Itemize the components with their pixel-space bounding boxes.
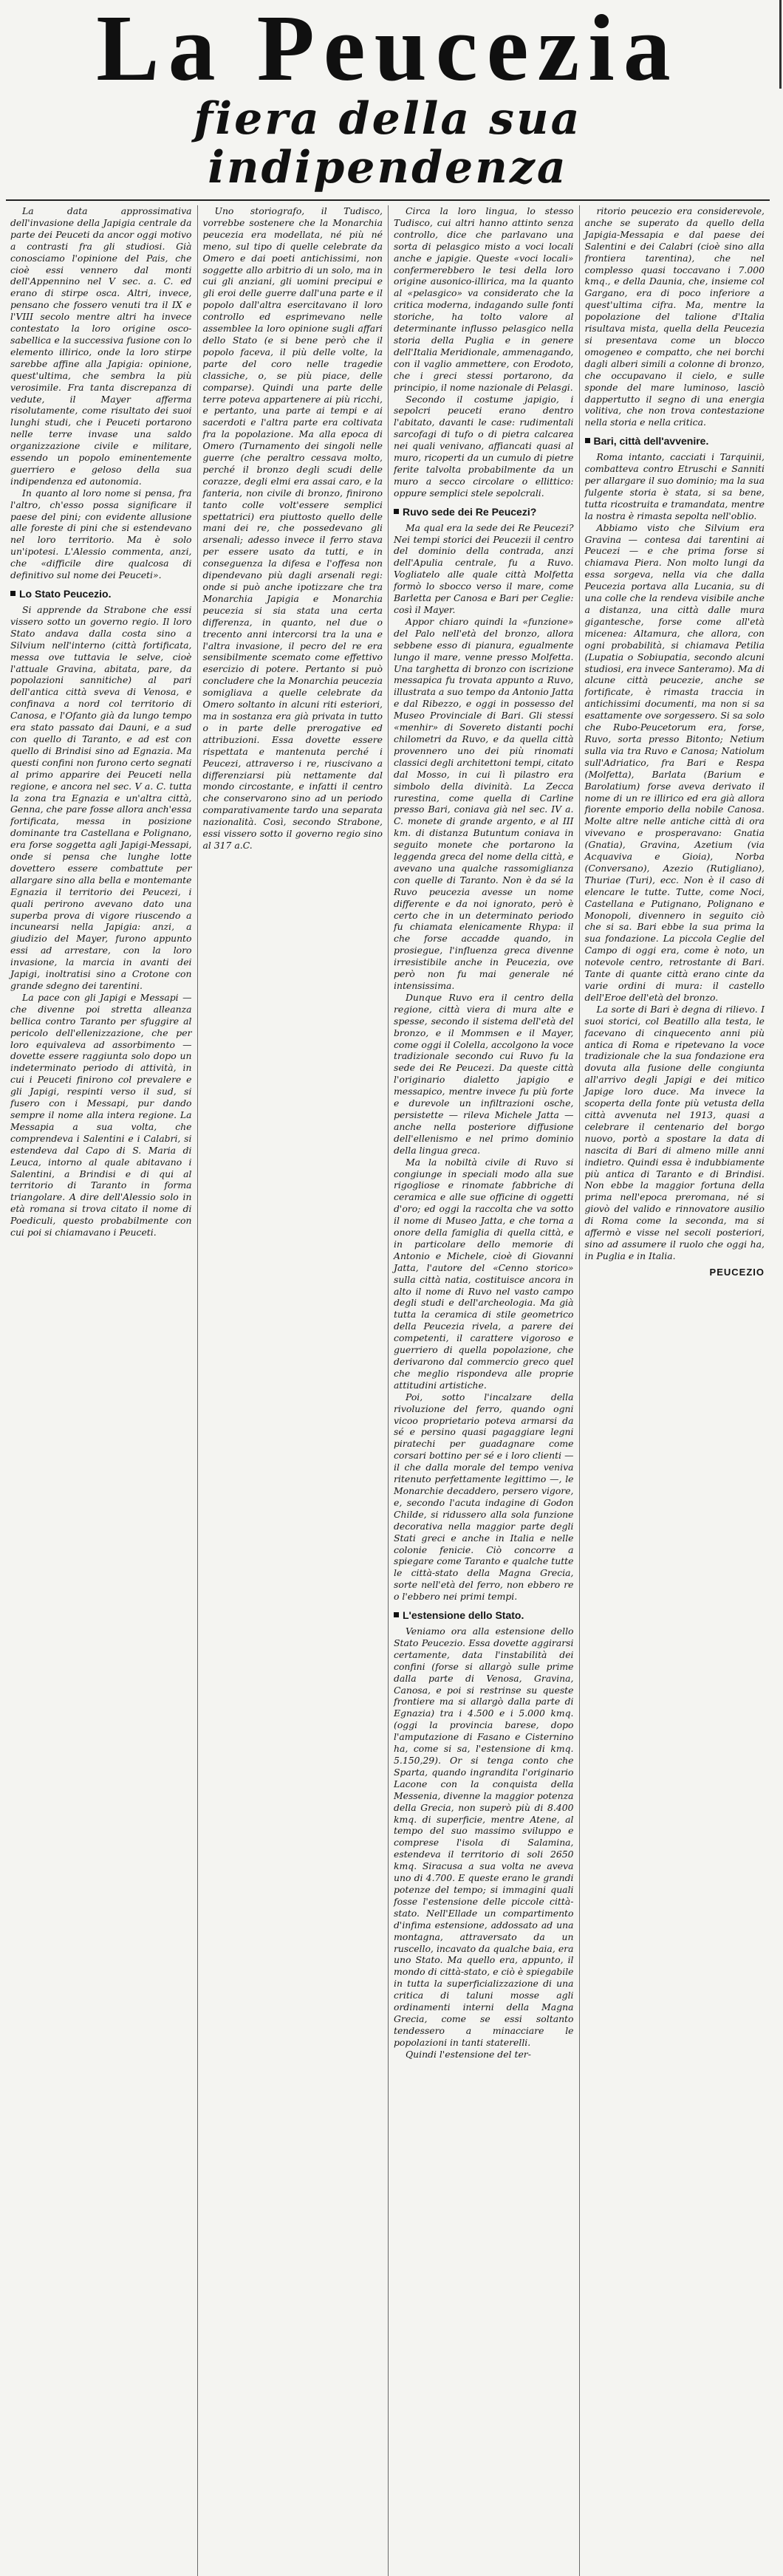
paragraph: Ma la nobiltà civile di Ruvo si congiunge in speciali modo alla sue rigogliose e rinomate fabbriche di ceramica e alle sue officine di oggetti d'oro; ed oggi la raccolta che va sotto il nome di Museo Jatta, e che torna a onore della famiglia di quella città, e in particolare dello memorie di Antonio e Michele, cioè di Giovanni Jatta, l'autore del «Cenno storico» sulla città natia, costituisce ancora in alto il nome di Ruvo nel vasto campo degli studi e dell'archeologia. Ma già tutta la ceramica di stile geometrico della Peucezia rivela, a parere dei competenti, il carattere vigoroso e guerriero di quella popolazione, che derivarono dal commercio greco quel che meglio rispondeva alle proprie attitudini artistiche.: [394, 1156, 574, 1391]
paragraph: Abbiamo visto che Silvium era Gravina — contesa dai tarentini ai Peucezi — e che prima forse si chiamava Piera. Non molto lungi da essa sorgeva, nella via che dalla Peucezia portava alla Lucania, su di una colle che la rendeva visibile anche a distanza, una città dalle mura gigantesche, forse come all'età micenea: Altamura, che allora, con ogni probabilità, si chiamava Petilia (Lupatia o Sobiupatia, secondo alcuni studiosi, era invece Santeramo). Ma di alcune città peucezie, anche se fortificate, è rimasta traccia in antichissimi documenti, ma non si sa esattamente ove sorgessero. Si sa solo che Rubo-Peucetorum era, forse, Ruvo, sorta presso Bitonto; Netium sulla via tra Ruvo e Canosa; Natiolum sull'Adriatico, fra Bari e Respa (Molfetta), Barlata (Barium e Barolatium) forse aveva derivato il nome di un re illirico ed era già allora fiorente emporio della nobile Canosa. Molte altre nelle antiche città di ora vivevano e prosperavano: Gnatia (Gnatia), Gravina, Azetium (via Acquaviva e Gioia), Norba (Conversano), Azezio (Rutigliano), Thuriae (Turi), ecc. Non è il caso di elencare le tutte. Tutte, come Noci, Castellana e Putignano, Polignano e Monopoli, divennero in seguito ciò che si sa. Bari ebbe la sua prima la sua fondazione. La piccola Ceglie del Campo di oggi era, come è noto, un notevole centro, retrostante di Bari. Tante di quante città erano cinte da varie ordini di mura: il castello dell'Eroe dell'età del bronzo.: [584, 521, 765, 1003]
section-heading: Lo Stato Peucezio.: [10, 588, 192, 600]
article-columns: [6, 205, 770, 2576]
column-1: [6, 205, 197, 2576]
paragraph: Circa la loro lingua, lo stesso Tudisco, cui altri hanno attinto senza controllo, dice che parlavano una sorta di pelasgico misto a voci locali anche e japigie. Queste «voci locali» confermerebbero le tesi della loro origine ausonico-illirica, ma la quanto al «pelasgico» va considerato che la critica moderna, indagando sulle fonti storiche, ha tolto valore al determinante influsso pelasgico nella storia della Puglia e in genere dell'Italia Meridionale, ammenagando, con il vaglio ammettere, con Erodoto, che i greci stessi portarono, da principio, il nome nazionale di Pelasgi.: [394, 205, 574, 393]
paragraph: La data approssimativa dell'invasione della Japigia centrale da parte dei Peuceti da ancor oggi motivo a contrasti fra gli studiosi. Già conosciamo l'opinione del Pais, che cioè essi vennero dal monti dell'Appennino nel V sec. a. C. ed erano di stirpe osca. Altri, invece, pensano che fossero venuti tra il IX e l'VIII secolo mentre altri ha invece contestato la loro origine osco-sabellica e la successiva fusione con lo elemento illirico, onde la loro stirpe sarebbe affine alla Japigia: opinione, quest'ultima, che sembra la più verosimile. Fra tanta discrepanza di vedute, il Mayer afferma risolutamente, come risultato dei suoi lunghi studi, che i Peuceti portarono nelle terre invase una saldo organizzazione civile e militare, essendo un popolo eminentemente guerriero e geloso della sua indipendenza ed autonomia.: [10, 205, 192, 487]
paragraph: Si apprende da Strabone che essi vissero sotto un governo regio. Il loro Stato andava dalla costa sino a Silvium nell'interno (città fortificata, messa ove tuttavia le selve, cioè l'attuale Gravina, abitata, pare, da popolazioni sannitiche) al pari dell'antica città sveva di Venosa, e confinava a nord col territorio di Canosa, e l'Ofanto già da lungo tempo era stato passato dai Dauni, e a sud con quello di Taranto, e ad est con quello di Brindisi sino ad Egnazia. Ma questi confini non furono certo segnati al primo apparire dei Peuceti nella regione, e ancora nel sec. V a. C. tutta la zona tra Egnazia e un'altra città, Genna, che pare fosse allora anch'essa fortificata, messa in posizione dominante tra Castellana e Polignano, era forse soggetta agli Japigi-Messapi, onde si pensa che lunghe lotte dovettero essere combattute per allargare sino alla bella e montemante Egnazia il territorio dei Peucezi, i quali perirono avevano dato una superba prova di vigore riuscendo a incunearsi nella Japigia: anzi, a giudizio del Mayer, furono appunto essi ad arrestare, con la loro invasione, la marcia in avanti dei Japigi, inoltratisi sino a Crotone con grande sdegno dei tarentini.: [10, 604, 192, 991]
paragraph: ritorio peucezio era considerevole, anche se superato da quello della Japigia-Messapia e dal paese dei Salentini e dei Calabri (cioè sino alla frontiera tarentina), che nel complesso quasi toccavano i 7.000 kmq., e della Daunia, che, insieme col Gargano, era di poco inferiore a quest'ultima cifra. Ma, mentre la popolazione del talione d'Italia risultava mista, quella della Peucezia si presentava come un blocco omogeneo e compatto, che nei borchi dagli alberi simili a colonne di bronzo, che occupavano il cielo, e sulle sponde del mare luminoso, lasciò dappertutto il segno di una energia volitiva, che non trova contestazione nella storia e nella critica.: [584, 205, 765, 428]
paragraph: La pace con gli Japigi e Messapi — che divenne poi stretta alleanza bellica contro Taranto per sfuggire al pericolo dell'ellenizzazione, che per loro equivaleva ad assorbimento — dovette essere raggiunta solo dopo un indeterminato periodo di attività, in cui i Peuceti finirono col prevalere e gli Japigi, respinti verso il sud, si fusero con i Messapi, pur dando sempre il nome alla intera regione. La Messapia a sua volta, che comprendeva i Salentini e i Calabri, si estendeva dal Capo di S. Maria di Leuca, intorno al quale abitavano i Salentini, a Brindisi e di qui al territorio di Taranto in forma triangolare. A dire dell'Alessio solo in età romana si trova citato il nome di Poediculi, questo probabilmente con cui poi si chiamavano i Peuceti.: [10, 991, 192, 1239]
paragraph: Ma qual era la sede dei Re Peucezi? Nei tempi storici dei Peucezii il centro del dominio della contrada, anzi dell'Apulia centrale, fu a Ruvo. Vogliatelo alle quale città Molfetta formò lo sbocco verso il mare, come Barletta per Canosa e Bari per Ceglie: così il Mayer.: [394, 521, 574, 615]
paragraph: Roma intanto, cacciati i Tarquinii, combatteva contro Etruschi e Sanniti per allargare il suo dominio; ma la sua fulgente storia è stata, si sa bene, tutta ricostruita e tramandata, mentre la nostra è rimasta sepolta nell'oblio.: [584, 451, 765, 521]
author-signature: PEUCEZIO: [709, 1266, 765, 1278]
paragraph: La sorte di Bari è degna di rilievo. I suoi storici, col Beatillo alla testa, le facevano di cinquecento anni più antica di Roma e ripetevano la voce tradizionale che la sua fondazione era dovuta alla fusione delle congiunta all'arrivo degli Japigi e dei mitico Japige loro duce. Ma invece la scoperta della fonte più vetusta della città avvenuta nel 1913, quasi a celebrare il centenario del borgo nuovo, portò a spostare la data di nascita di Bari di almeno mille anni indietro. Quindi essa è indubbiamente più antica di Taranto e di Brindisi. Non ebbe la maggior fortuna della prima nell'epoca preromana, né si giovò del valido e rinnovatore ausilio di Roma come la seconda, ma si affermò e visse nel secoli posteriori, sino ad assumere il ruolo che oggi ha, in Puglia e in Italia.: [584, 1003, 765, 1261]
paragraph: Veniamo ora alla estensione dello Stato Peucezio. Essa dovette aggirarsi certamente, data l'instabilità dei confini (forse si allargò sulle prime dalla parte di Venosa, Gravina, Canosa, e poi si restrinse su queste frontiere ma si allargò dalla parte di Egnazia) tra i 4.500 e i 5.000 kmq. (oggi la provincia barese, dopo l'amputazione di Fasano e Cisternino ha, come si sa, l'estensione di kmq. 5.150,29). Or si tenga conto che Sparta, quando ingrandita l'originario Lacone con la conquista della Messenia, divenne la maggior potenza della Grecia, non superò più di 8.400 kmq. di superficie, mentre Atene, al tempo del suo massimo sviluppo e comprese l'isola di Salamina, estendeva il territorio di soli 2650 kmq. Siracusa a sua volta ne aveva uno di 4.700. E queste erano le grandi potenze del tempo; si immagini quali fosse l'estensione delle piccole città-stato. Nell'Ellade un compartimento d'infima estensione, addossato ad una montagna, attraversato da un ruscello, incavato da qualche baia, era uno Stato. Ma quello era, appunto, il mondo di città-stato, e ciò è spiegabile in tutta la superficializzazione di una critica di taluni mosse agli ordinamenti interni della Magna Grecia, come se essi soltanto tendessero a minacciare le popolazioni in tanti staterelli.: [394, 1626, 574, 2048]
column-4: [579, 205, 770, 2576]
subheadline: fiera della sua indipendenza: [194, 93, 582, 193]
paragraph: Dunque Ruvo era il centro della regione, città viera di mura alte e spesse, secondo il sistema dell'età del bronzo, e il Mommsen e il Mayer, come oggi il Colella, accolgono la voce tradizionale secondo cui Ruvo fu la sede dei Re Peucezi. Da queste città l'originario dialetto japigio e messapico, mentre invece fu più forte e durevole un infiltrazioni osche, persistette — rileva Michele Jatta — anche nella posteriore diffusione dell'ellenismo e nel primo dominio della lingua greca.: [394, 991, 574, 1156]
scan-edge-mark: [779, 0, 782, 89]
column-3: [388, 205, 579, 2576]
paragraph: In quanto al loro nome si pensa, fra l'altro, ch'esso possa significare il paese del pini; con evidente allusione alle foreste di pini che si estendevano nel loro territorio. Ma è solo un'ipotesi. L'Alessio commenta, anzi, che «difficile dire qualcosa di definitivo sul nome dei Peuceti».: [10, 487, 192, 581]
paragraph: Appor chiaro quindi la «funzione» del Palo nell'età del bronzo, allora sebbene esso di pianura, egualmente lungo il mare, venne presso Molfetta. Una targhetta di bronzo con iscrizione messapica fu trovata appunto a Ruvo, illustrata a suo tempo da Antonio Jatta e dal Ribezzo, e oggi in possesso del Museo Provinciale di Bari. Gli stessi «menhir» di Sovereto distanti pochi chilometri da Ruvo, e da quella città provennero uno dei più rinomati classici degli architettoni tempi, citato dal Mosso, in cui lì pilastro era simbolo della divinità. La Zecca rurestina, come quella di Carline presso Bari, coniava già nel sec. IV a. C. monete di grande argento, e al III km. di distanza Butuntum coniava in seguito monete che portarono la leggenda greca del nome della città, e avevano una qualche rassomiglianza con quelle di Taranto. Non è da sé la Ruvo peucezia avesse un nome differente e da noi ignorato, però è certo che in un determinato periodo fu chiamata elenicamente Rhypa: il che forse accadde quando, in prosiegue, l'influenza greca divenne irresistibile anche in Peucezia, ove però non fu mai generale né intensissima.: [394, 615, 574, 991]
headline: La Peucezia: [96, 0, 680, 100]
column-2: [197, 205, 389, 2576]
paragraph: Quindi l'estensione del ter-: [406, 2048, 531, 2060]
paragraph: Poi, sotto l'incalzare della rivoluzione del ferro, quando ogni vicoo proprietario poteva armarsi da sé e persino quasi pagaggiare legni piratechi per guadagnare come corsari bottino per sé e i loro clienti — il che dalla morale del tempo veniva ritenuto perfettamente legittimo —, le Monarchie decaddero, persero vigore, e, secondo l'acuta indagine di Godon Childe, si ridussero alla sola funzione decorativa nella maggior parte degli Stati greci e anche in Italia e nelle colonie fenicie. Ciò concorre a spiegare come Taranto e qualche tutte le città-stato della Magna Grecia, sorte nell'età del ferro, non ebbero re o l'ebbero nei primi tempi.: [394, 1391, 574, 1603]
paragraph: Uno storiografo, il Tudisco, vorrebbe sostenere che la Monarchia peucezia era modellata, né più né meno, sul tipo di quelle celebrate da Omero e dai poeti antichissimi, non soggette allo arbitrio di un solo, ma in cui gli anziani, gli uomini precipui e gli eroi delle guerre dall'una parte e il popolo dall'altra esercitavano il loro controllo ed esprimevano nelle assemblee la loro opinione sugli affari dello Stato (e si bene però che il popolo faceva, il più delle volte, la parte del coro nelle tragedie classiche, o, se più piace, delle comparse). Quindi una parte delle terre poteva appartenere ai più ricchi, e pertanto, una parte ai tempi e ai sacerdoti e l'altra parte era coltivata fra la popolazione. Ma alla epoca di Omero (Turnamento dei singoli nelle guerre (che peraltro cessava molto, perché il bronzo degli scudi delle corazze, degli elmi era assai caro, e la fanteria, non civile di bronzo, finirono tanto colle volt'essere semplici spettatrici) era piuttosto quello delle mani dei re, che possedevano gli arsenali; adesso invece il ferro stava per essere usato da tutti, e in conseguenza la difesa e l'offesa non dipendevano più dagli arsenali regi: onde si può anche ipotizzare che tra Monarchia Japigia e Monarchia peucezia si sia stata una certa differenza, in quanto, nel due o trecento anni intercorsi tra la una e l'altra invasione, il pecro del re era sensibilmente scemato come effettivo esercizio di potere. Pertanto si può concludere che la Monarchia peucezia somigliava a quelle celebrate da Omero soltanto in alcuni riti esteriori, ma in sostanza era già privata in tutto o in parte delle prerogative ed attribuzioni. Essa dovette essere rispettata e mantenuta perché i Peucezi, attraverso i re, riuscivano a differenziarsi più nettamente dal mondo circostante, e infatti il centro che conservarono sino ad un periodo comparativamente tardo una separata nazionalità. Così, secondo Strabone, essi vissero sotto il governo regio sino al 317 a.C.: [202, 205, 383, 851]
section-heading: L'estensione dello Stato.: [394, 1609, 574, 1622]
headline-rule: [6, 199, 770, 201]
paragraph: Secondo il costume japigio, i sepolcri peuceti erano dentro l'abitato, davanti le case: rudimentali sarcofagi di tufo o di pietra calcarea nei quali venivano, affiancati quasi al muro, ricoperti da un cumulo di pietre ferite talvolta probabilmente da un muro a secco circolare o ellittico: oppure semplici stele sepolcrali.: [394, 393, 574, 499]
section-heading: Bari, città dell'avvenire.: [585, 435, 765, 448]
section-heading: Ruvo sede dei Re Peucezi?: [394, 506, 574, 518]
